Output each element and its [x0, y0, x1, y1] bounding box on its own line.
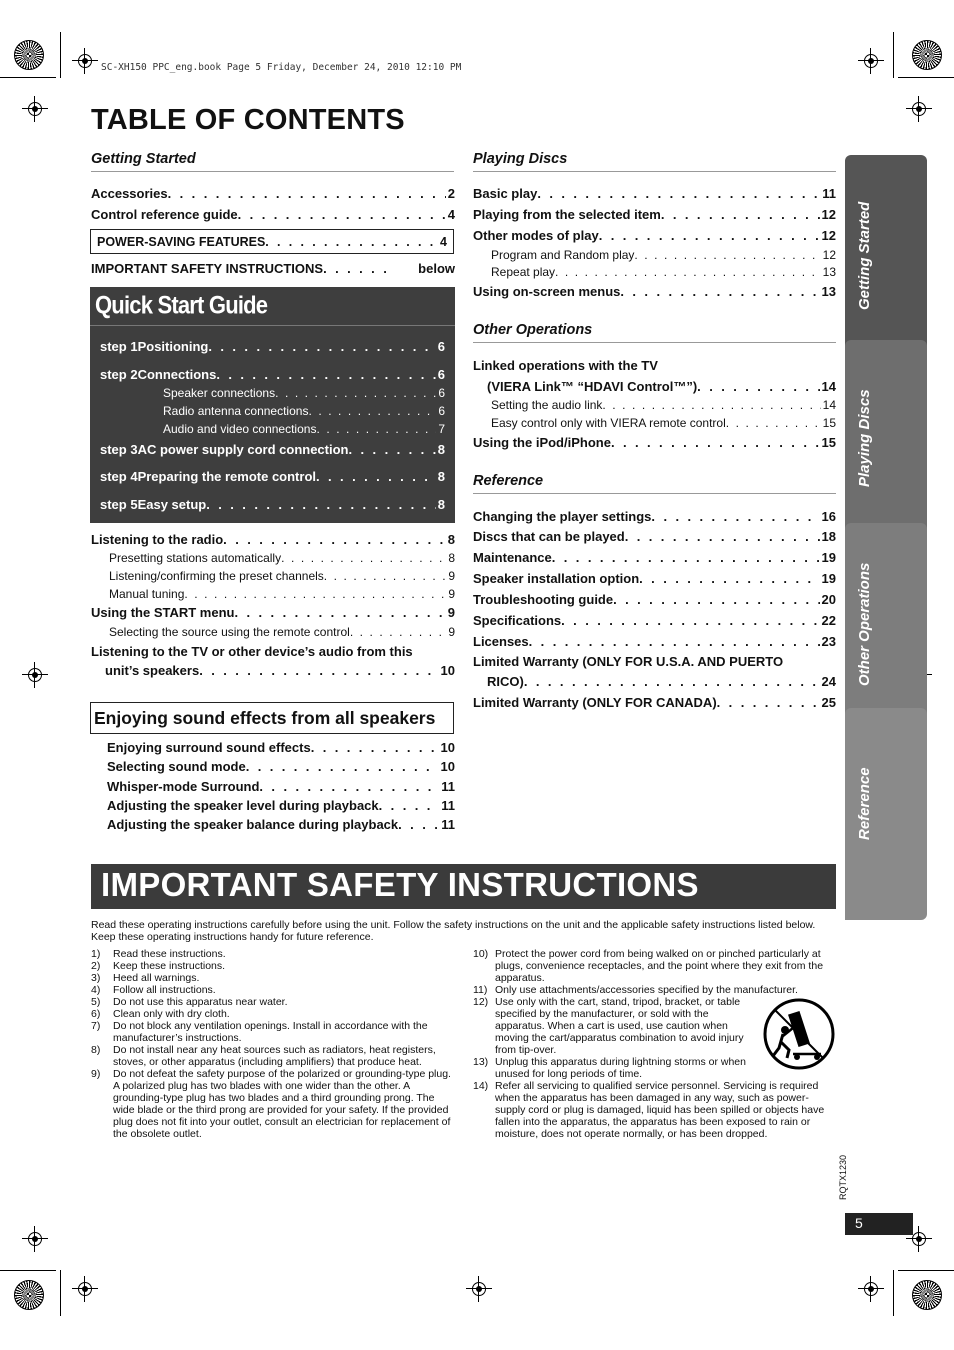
toc-entry[interactable]: Adjusting the speaker level during playback . . . 11 [107, 798, 455, 814]
toc-entry[interactable]: Using the START menu . . . 9 [91, 605, 455, 621]
registration-crosshair-icon [858, 48, 884, 74]
toc-entry[interactable]: Accessories . . . 2 [91, 186, 455, 202]
registration-crosshair-icon [72, 1276, 98, 1302]
toc-entry[interactable]: Enjoying surround sound effects . . . 10 [107, 740, 455, 756]
side-tab-label: Reference [856, 767, 873, 840]
page-title: TABLE OF CONTENTS [91, 104, 405, 136]
registration-starburst-icon [14, 40, 44, 70]
toc-entry[interactable]: Licenses . . . 23 [473, 634, 836, 650]
quick-start-heading: Quick Start Guide [95, 291, 268, 319]
toc-entry[interactable]: Linked operations with the TV [473, 358, 658, 373]
list-item: 4) Follow all instructions. [91, 984, 216, 996]
toc-entry[interactable]: IMPORTANT SAFETY INSTRUCTIONS . . . below [91, 261, 455, 277]
section-heading-getting-started: Getting Started [91, 151, 454, 172]
registration-starburst-icon [912, 40, 942, 70]
side-tab-label: Playing Discs [856, 389, 873, 487]
side-tab-strip [845, 155, 927, 920]
section-heading-reference: Reference [473, 473, 836, 494]
toc-entry[interactable]: Troubleshooting guide . . . 20 [473, 592, 836, 608]
registration-crosshair-icon [22, 662, 48, 688]
list-item: 1) Read these instructions. [91, 948, 226, 960]
toc-entry[interactable]: Limited Warranty (ONLY FOR CANADA) . . . 25 [473, 695, 836, 711]
list-item: 6) Clean only with dry cloth. [91, 1008, 230, 1020]
cart-tip-over-warning-icon [763, 998, 835, 1070]
registration-crosshair-icon [22, 96, 48, 122]
side-tab-label: Other Operations [856, 562, 873, 686]
toc-entry[interactable]: Selecting sound mode . . . 10 [107, 759, 455, 775]
quick-start-step[interactable]: step 5 Easy setup . . . 8 [100, 497, 445, 513]
quick-start-step[interactable]: step 3 AC power supply cord connection . . . 8 [100, 442, 445, 458]
toc-entry[interactable]: RICO) . . . 24 [487, 674, 836, 690]
registration-crosshair-icon [906, 96, 932, 122]
toc-subentry[interactable]: Listening/confirming the preset channels . . . 9 [109, 568, 455, 584]
doc-code: RQTX1230 [838, 1154, 848, 1200]
list-item: 12) Use only with the cart, stand, tripod, bracket, or table specified by the manufacturer, or sold with the apparatus. When a cart is used, use caution when moving the cart/apparatus combination to avoid injury from tip-over. [473, 996, 744, 1056]
toc-entry[interactable]: unit’s speakers . . . 10 [105, 663, 455, 679]
list-item: 11) Only use attachments/accessories specified by the manufacturer. [473, 984, 798, 996]
list-item: 5) Do not use this apparatus near water. [91, 996, 288, 1008]
section-heading-other-operations: Other Operations [473, 322, 836, 343]
toc-entry[interactable]: Specifications . . . 22 [473, 613, 836, 629]
quick-start-step[interactable]: step 4 Preparing the remote control . . . 8 [100, 469, 445, 485]
list-item: 3) Heed all warnings. [91, 972, 200, 984]
toc-entry[interactable]: Maintenance . . . 19 [473, 550, 836, 566]
toc-entry[interactable]: Control reference guide . . . 4 [91, 207, 455, 223]
toc-entry[interactable]: Using the iPod/iPhone . . . 15 [473, 435, 836, 451]
divider [90, 325, 455, 326]
registration-starburst-icon [912, 1280, 942, 1310]
toc-subentry[interactable]: Easy control only with VIERA remote control . . . 15 [491, 415, 836, 431]
registration-crosshair-icon [466, 1276, 492, 1302]
toc-entry[interactable]: Playing from the selected item . . . 12 [473, 207, 836, 223]
toc-entry[interactable]: Listening to the radio . . . 8 [91, 532, 455, 548]
list-item: 9) Do not defeat the safety purpose of the polarized or grounding-type plug. A polarized plug has two blades with one wider than the other. A grounding-type plug has two blades and a third grounding prong. The wide blade or the third prong are provided for your safety. If the provided plug does not fit into your outlet, consult an electrician for replacement of the obsolete outlet. [91, 1068, 451, 1140]
list-item: 8) Do not install near any heat sources such as radiators, heat registers, stoves, or other apparatus (including amplifiers) that produce heat. [91, 1044, 436, 1068]
toc-entry[interactable]: Adjusting the speaker balance during playback . . . 11 [107, 817, 455, 833]
toc-entry[interactable]: (VIERA Link™ “HDAVI Control™”) . . . 14 [487, 379, 836, 395]
section-heading-enjoying: Enjoying sound effects from all speakers [90, 702, 454, 734]
registration-starburst-icon [14, 1280, 44, 1310]
toc-entry[interactable]: Other modes of play . . . 12 [473, 228, 836, 244]
list-item: 2) Keep these instructions. [91, 960, 226, 972]
list-item: 14) Refer all servicing to qualified service personnel. Servicing is required when the apparatus has been damaged in any way, such as power-supply cord or plug is damaged, liquid has been spilled or objects have fallen into the apparatus, the apparatus has been exposed to rain or moisture, does not operate normally, or has been dropped. [473, 1080, 825, 1140]
registration-crosshair-icon [858, 1276, 884, 1302]
quick-start-step[interactable]: step 1 Positioning . . . 6 [100, 339, 445, 355]
toc-subentry[interactable]: Repeat play . . . 13 [491, 264, 836, 280]
toc-entry[interactable]: Changing the player settings . . . 16 [473, 509, 836, 525]
list-item: 7) Do not block any ventilation openings. Install in accordance with the manufacturer’s instructions. [91, 1020, 428, 1044]
safety-title: IMPORTANT SAFETY INSTRUCTIONS [101, 866, 699, 903]
section-heading-playing-discs: Playing Discs [473, 151, 836, 172]
list-item: 10) Protect the power cord from being walked on or pinched particularly at plugs, convenience receptacles, and the point where they exit from the apparatus. [473, 948, 824, 984]
toc-subentry[interactable]: Presetting stations automatically . . . 8 [109, 550, 455, 566]
toc-entry[interactable]: Basic play . . . 11 [473, 186, 836, 202]
toc-entry[interactable]: Using on-screen menus . . . 13 [473, 284, 836, 300]
toc-entry[interactable]: Speaker installation option . . . 19 [473, 571, 836, 587]
toc-subentry[interactable]: Selecting the source using the remote control . . . 9 [109, 624, 455, 640]
quick-start-subitem[interactable]: Radio antenna connections . . . 6 [163, 403, 445, 419]
toc-entry-power-saving[interactable]: POWER-SAVING FEATURES . . . 4 [97, 234, 447, 250]
print-header: SC-XH150 PPC_eng.book Page 5 Friday, December 24, 2010 12:10 PM [101, 62, 462, 73]
toc-subentry[interactable]: Setting the audio link . . . 14 [491, 397, 836, 413]
registration-crosshair-icon [72, 48, 98, 74]
toc-entry[interactable]: Limited Warranty (ONLY FOR U.S.A. AND PUERTO [473, 654, 784, 669]
toc-subentry[interactable]: Program and Random play . . . 12 [491, 247, 836, 263]
safety-list-left [91, 948, 453, 1140]
safety-intro: Read these operating instructions carefully before using the unit. Follow the safety instructions on the unit and the applicable safety instructions listed below. Keep these operating instructions handy for future reference. [91, 919, 816, 943]
toc-entry[interactable]: Whisper-mode Surround . . . 11 [107, 779, 455, 795]
toc-entry[interactable]: Discs that can be played . . . 18 [473, 529, 836, 545]
quick-start-subitem[interactable]: Audio and video connections . . . 7 [163, 421, 445, 437]
list-item: 13) Unplug this apparatus during lightning storms or when unused for long periods of time. [473, 1056, 746, 1080]
registration-crosshair-icon [22, 1226, 48, 1252]
quick-start-step[interactable]: step 2 Connections . . . 6 [100, 367, 445, 383]
quick-start-subitem[interactable]: Speaker connections . . . 6 [163, 385, 445, 401]
side-tab-label: Getting Started [856, 201, 873, 310]
page-number: 5 [845, 1213, 913, 1235]
toc-entry[interactable]: Listening to the TV or other device’s audio from this [91, 644, 413, 659]
toc-subentry[interactable]: Manual tuning . . . 9 [109, 586, 455, 602]
